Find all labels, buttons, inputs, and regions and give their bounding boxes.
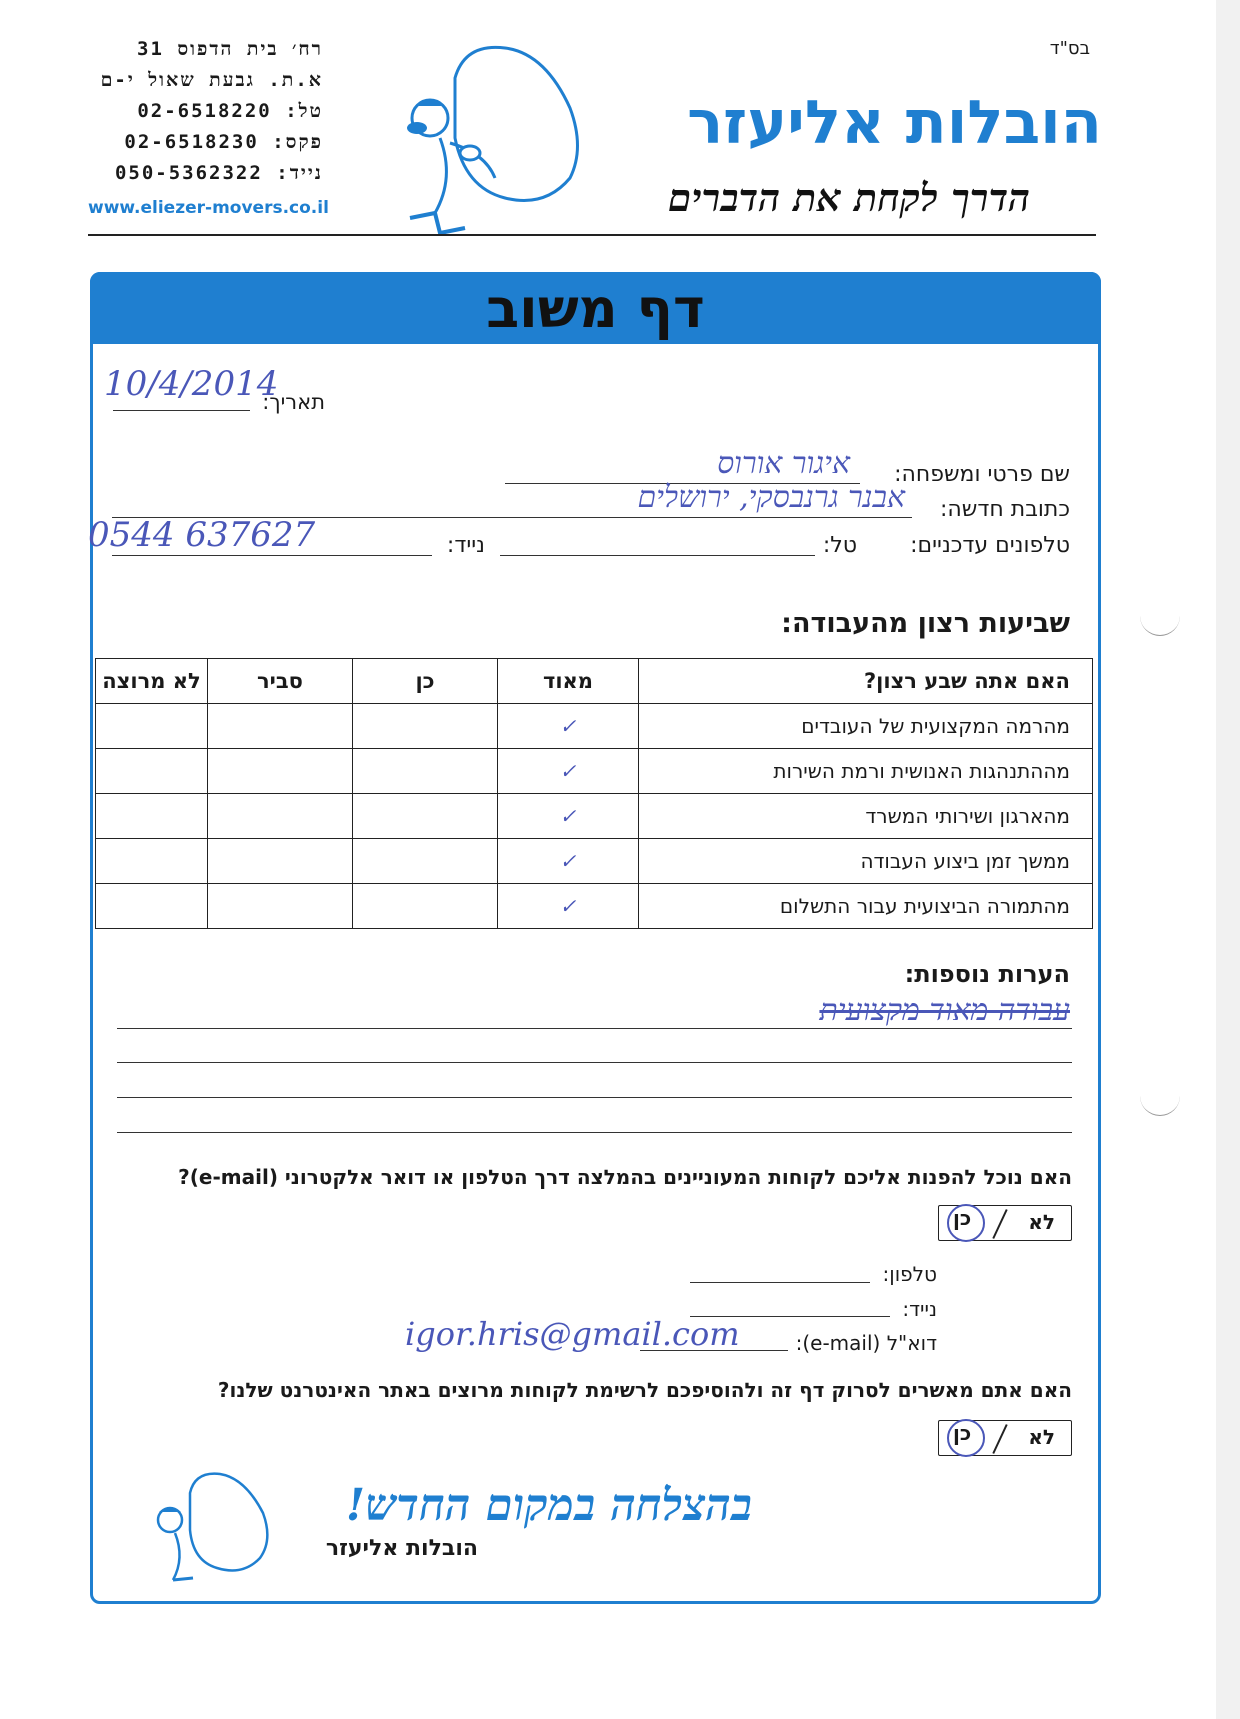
col-yes: כן xyxy=(353,659,498,704)
besd-mark: בס"ד xyxy=(1049,38,1090,59)
referral-mobile-label: נייד: xyxy=(902,1297,937,1321)
table-row xyxy=(96,704,1093,749)
row-label: ממשך זמן ביצוע העבודה xyxy=(639,839,1093,884)
address-label: כתובת חדשה: xyxy=(939,497,1070,522)
choice-slash xyxy=(992,1209,1007,1239)
cell[interactable] xyxy=(353,839,498,884)
referral-no-option[interactable]: לא xyxy=(1028,1210,1055,1234)
referral-question: האם נוכל להפנות אליכם לקוחות המעוניינים בהמלצה דרך הטלפון או דואר אלקטרוני (e-mail)? xyxy=(178,1165,1072,1189)
referral-email-label: דוא"ל (e-mail): xyxy=(795,1331,937,1355)
contact-block xyxy=(88,34,323,189)
checkmark-cell[interactable]: ✓ xyxy=(498,704,639,749)
cell[interactable] xyxy=(96,704,208,749)
mobile-value[interactable]: 0544 637627 xyxy=(88,515,316,555)
phones-label: טלפונים עדכניים: xyxy=(910,533,1070,558)
checkmark-cell[interactable]: ✓ xyxy=(498,749,639,794)
comment-line xyxy=(117,1132,1072,1133)
cell[interactable] xyxy=(353,794,498,839)
choice-slash xyxy=(992,1424,1007,1454)
binder-hole xyxy=(1140,1090,1180,1116)
brand-slogan: הדרך לקחת את הדברים xyxy=(667,175,1030,220)
cell[interactable] xyxy=(96,794,208,839)
referral-phone-line xyxy=(690,1282,870,1283)
table-row xyxy=(96,749,1093,794)
satisfaction-title: שביעות רצון מהעבודה: xyxy=(781,608,1070,639)
table-row xyxy=(96,839,1093,884)
page-edge xyxy=(1216,0,1240,1719)
checkmark-cell[interactable]: ✓ xyxy=(498,884,639,929)
brand-title: הובלות אליעזר xyxy=(687,88,1102,158)
footer-mascot-icon xyxy=(145,1468,280,1593)
table-header-row xyxy=(96,659,1093,704)
form-title: דף משוב xyxy=(486,277,705,340)
mover-mascot-icon xyxy=(395,38,615,238)
table-row xyxy=(96,794,1093,839)
cell[interactable] xyxy=(208,884,353,929)
referral-choice-box[interactable] xyxy=(938,1205,1072,1241)
table-row xyxy=(96,884,1093,929)
contact-line: א.ת. גבעת שאול י-ם xyxy=(100,69,323,91)
col-fair: סביר xyxy=(208,659,353,704)
header-divider xyxy=(88,234,1096,236)
cell[interactable] xyxy=(208,704,353,749)
consent-choice-box[interactable] xyxy=(938,1420,1072,1456)
referral-phone-label: טלפון: xyxy=(882,1262,937,1286)
cell[interactable] xyxy=(96,749,208,794)
satisfaction-table xyxy=(95,658,1093,929)
cell[interactable] xyxy=(353,749,498,794)
date-label: תאריך: xyxy=(262,390,325,414)
date-value[interactable]: 10/4/2014 xyxy=(104,364,279,404)
tel-line xyxy=(500,555,815,556)
referral-email-value[interactable]: igor.hris@gmail.com xyxy=(405,1315,740,1353)
name-value[interactable]: איגור אורוס xyxy=(717,446,850,481)
consent-question: האם אתם מאשרים לסרוק דף זה ולהוסיפכם לרשימת לקוחות מרוצים באתר האינטרנט שלנו? xyxy=(217,1378,1072,1402)
contact-line: טל: 02-6518220 xyxy=(137,100,323,122)
row-label: מהתמורה הביצועית עבור התשלום xyxy=(639,884,1093,929)
cell[interactable] xyxy=(208,794,353,839)
question-header: האם אתה שבע רצון? xyxy=(639,659,1093,704)
cell[interactable] xyxy=(353,704,498,749)
mobile-line xyxy=(112,555,432,556)
website-link[interactable]: www.eliezer-movers.co.il xyxy=(88,198,329,218)
mobile-label: נייד: xyxy=(446,533,485,558)
referral-yes-option[interactable]: כן xyxy=(953,1206,972,1230)
cell[interactable] xyxy=(208,749,353,794)
col-very: מאוד xyxy=(498,659,639,704)
row-label: מהארגון ושירותי המשרד xyxy=(639,794,1093,839)
cell[interactable] xyxy=(96,884,208,929)
row-label: מהרמה המקצועית של העובדים xyxy=(639,704,1093,749)
contact-line: רח׳ בית הדפוס 31 xyxy=(137,38,323,60)
comments-title: הערות נוספות: xyxy=(904,960,1070,988)
name-label: שם פרטי ומשפחה: xyxy=(894,462,1070,487)
checkmark-cell[interactable]: ✓ xyxy=(498,794,639,839)
consent-no-option[interactable]: לא xyxy=(1028,1425,1055,1449)
comment-line xyxy=(117,1028,1072,1029)
footer-brand: הובלות אליעזר xyxy=(325,1536,478,1561)
row-label: מההתנהגות האנושית ורמת השירות xyxy=(639,749,1093,794)
cell[interactable] xyxy=(208,839,353,884)
footer-wish: בהצלחה במקום החדש! xyxy=(345,1480,752,1531)
tel-label: טל: xyxy=(822,533,857,558)
cell[interactable] xyxy=(96,839,208,884)
contact-line: נייד: 050-5362322 xyxy=(114,162,323,184)
contact-line: פקס: 02-6518230 xyxy=(124,131,323,153)
cell[interactable] xyxy=(353,884,498,929)
comments-text[interactable]: עבודה מאוד מקצועית xyxy=(819,993,1070,1028)
address-value[interactable]: אבנר גרנבסקי, ירושלים xyxy=(637,480,905,515)
comment-line xyxy=(117,1097,1072,1098)
col-unhappy: לא מרוצה xyxy=(96,659,208,704)
date-line xyxy=(113,410,250,411)
checkmark-cell[interactable]: ✓ xyxy=(498,839,639,884)
comment-line xyxy=(117,1062,1072,1063)
consent-yes-option[interactable]: כן xyxy=(953,1421,972,1445)
binder-hole xyxy=(1140,610,1180,636)
